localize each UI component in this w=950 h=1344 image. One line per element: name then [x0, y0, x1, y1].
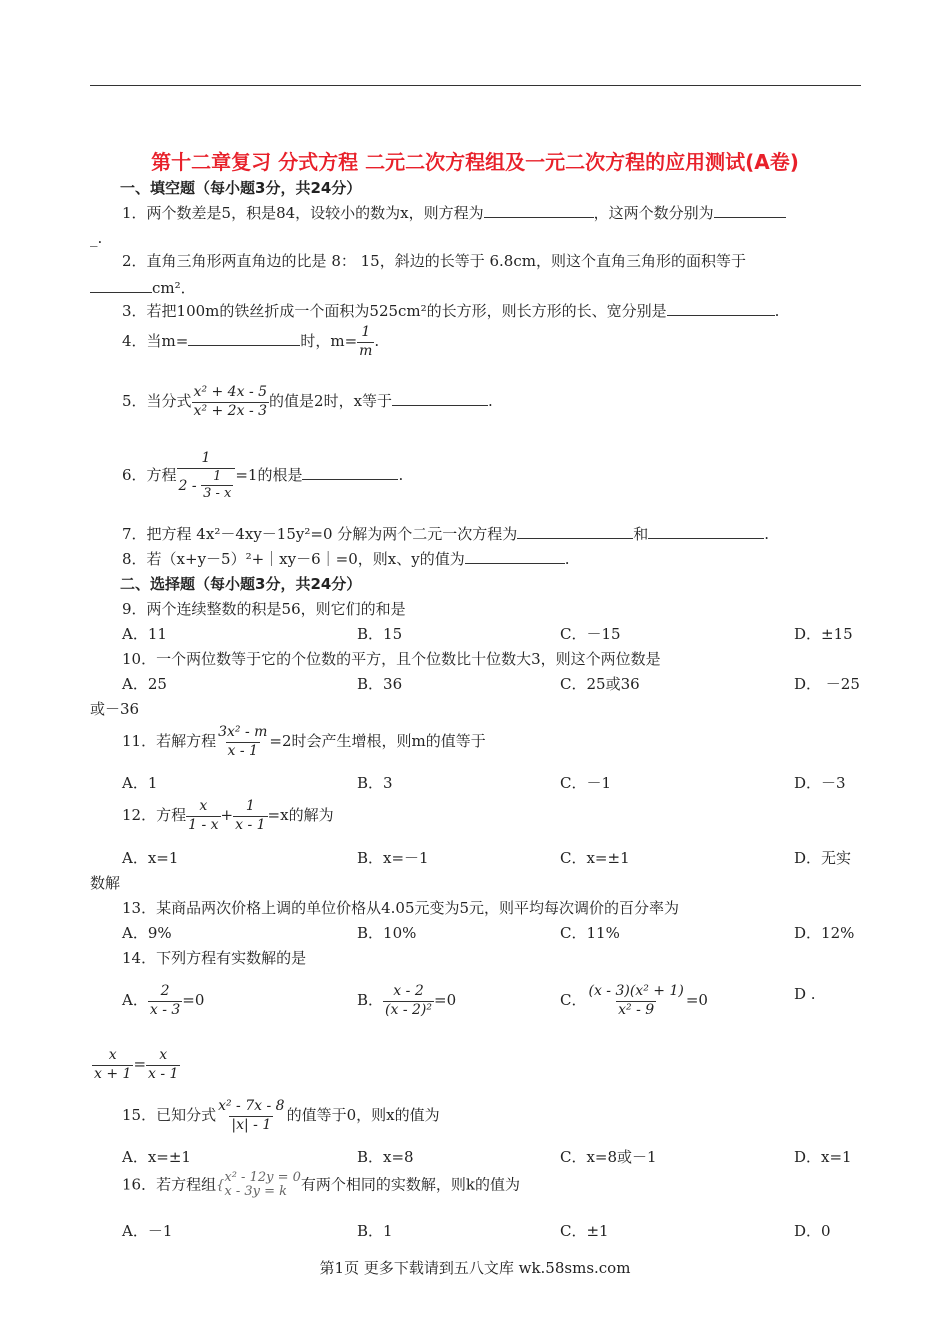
question-12-continued: 数解 — [90, 874, 121, 892]
option-b[interactable]: B．36 — [357, 675, 403, 693]
fraction: $\frac{x}{1 - x}$ — [188, 798, 219, 833]
question-14: 14．下列方程有实数解的是 — [122, 949, 307, 967]
option-b[interactable]: B．1 — [357, 1222, 393, 1240]
option-c[interactable]: C．25或36 — [560, 675, 640, 693]
option-a[interactable]: A．－1 — [122, 1222, 173, 1240]
option-d[interactable]: D．12% — [794, 924, 855, 942]
answer-blank[interactable] — [714, 203, 786, 218]
fraction: $\frac{1}{m}$ — [359, 324, 373, 359]
option-a[interactable]: A． $\frac{2}{x - 3}$ =0 — [122, 983, 205, 1018]
answer-blank[interactable] — [667, 301, 775, 316]
option-d[interactable]: D . — [794, 985, 816, 1003]
option-a[interactable]: A．1 — [122, 774, 158, 792]
question-12: 12．方程 $\frac{x}{1 - x}$ + $\frac{1}{x - 1}$ =x的解为 — [122, 798, 334, 833]
answer-blank[interactable] — [484, 203, 594, 218]
fraction: $\frac{1}{x - 1}$ — [235, 798, 266, 833]
option-d[interactable]: D．x=1 — [794, 1148, 852, 1166]
option-b[interactable]: B．x=－1 — [357, 849, 429, 867]
option-a[interactable]: A．9% — [122, 924, 172, 942]
answer-blank[interactable] — [648, 524, 764, 539]
answer-blank[interactable] — [465, 549, 565, 564]
question-1: 1．两个数差是5，积是84，设较小的数为x，则方程为 ，这两个数分别为 — [122, 202, 786, 223]
answer-blank[interactable] — [392, 391, 488, 406]
page-footer: 第1页 更多下载请到五八文库 wk.58sms.com — [319, 1259, 631, 1277]
question-1-continued: _. — [90, 229, 103, 247]
question-6: 6．方程 1 2 - $\frac{1}{3 - x}$ =1的根是 . — [122, 450, 404, 501]
option-b[interactable]: B．15 — [357, 625, 403, 643]
question-9: 9．两个连续整数的积是56，则它们的和是 — [122, 600, 406, 618]
answer-blank[interactable] — [517, 524, 633, 539]
option-d[interactable]: D．无实 — [794, 849, 852, 867]
question-16: 16．若方程组{ x² - 12y = 0 x - 3y = k 有两个相同的实数解，则k的值为 — [122, 1170, 520, 1200]
question-3: 3．若把100m的铁丝折成一个面积为525cm²的长方形，则长方形的长、宽分别是 . — [122, 302, 780, 320]
option-d[interactable]: D．±15 — [794, 625, 853, 643]
fraction: $\frac{x}{x + 1}$ — [94, 1047, 132, 1082]
question-5: 5．当分式 $\frac{\text{x² + 4x - 5}}{\text{x² + 2x - 3}}$ 的值是2时，x等于 . — [122, 384, 493, 419]
answer-blank[interactable] — [90, 278, 152, 293]
option-d[interactable]: D．0 — [794, 1222, 831, 1240]
answer-blank[interactable] — [188, 331, 300, 346]
option-d-equation: $\frac{x}{x + 1}$ = $\frac{x}{x - 1}$ — [94, 1047, 179, 1082]
fraction: $\frac{x - 2}{\text{(x - 2)²}}$ — [385, 983, 433, 1018]
option-c[interactable]: C．x=±1 — [560, 849, 630, 867]
fraction: $\frac{\text{3x² - m}}{x - 1}$ — [218, 724, 268, 759]
option-c[interactable]: C．x=8或－1 — [560, 1148, 657, 1166]
question-10-continued: 或－36 — [90, 700, 140, 718]
option-c[interactable]: C．11% — [560, 924, 620, 942]
option-b[interactable]: B．x=8 — [357, 1148, 414, 1166]
option-b[interactable]: B． $\frac{x - 2}{\text{(x - 2)²}}$ =0 — [357, 983, 457, 1018]
section-fill-in-heading: 一、填空题（每小题3分，共24分） — [120, 179, 362, 197]
option-b[interactable]: B．3 — [357, 774, 393, 792]
header-rule — [90, 85, 861, 86]
question-15: 15．已知分式 $\frac{\text{x² - 7x - 8}}{|x| - 1}$ 的值等于0，则x的值为 — [122, 1098, 440, 1133]
page-title: 第十二章复习 分式方程 二元二次方程组及一元二次方程的应用测试(A卷) — [151, 150, 799, 174]
option-a[interactable]: A．11 — [122, 625, 167, 643]
fraction: $\frac{2}{x - 3}$ — [149, 983, 181, 1018]
complex-fraction: 1 2 - $\frac{1}{3 - x}$ — [177, 450, 236, 502]
answer-blank[interactable] — [302, 465, 398, 480]
option-d[interactable]: D．－3 — [794, 774, 846, 792]
option-c[interactable]: C．－15 — [560, 625, 621, 643]
option-c[interactable]: C．±1 — [560, 1222, 609, 1240]
option-c[interactable]: C． $\frac{\text{(x - 3)(x² + 1)}}{\text{x² - 9}}$ =0 — [560, 983, 708, 1018]
fraction: $\frac{\text{x² - 7x - 8}}{|x| - 1}$ — [218, 1098, 285, 1133]
question-8: 8．若（x+y－5）²+｜xy－6｜=0，则x、y的值为 . — [122, 550, 570, 568]
section-choice-heading: 二、选择题（每小题3分，共24分） — [120, 575, 362, 593]
option-d[interactable]: D． －25 — [794, 675, 860, 693]
question-7: 7．把方程 4x²－4xy－15y²=0 分解为两个二元一次方程为 和 . — [122, 525, 770, 543]
question-11: 11．若解方程 $\frac{\text{3x² - m}}{x - 1}$ =2时会产生增根，则m的值等于 — [122, 724, 486, 759]
fraction: $\frac{\text{(x - 3)(x² + 1)}}{\text{x² - 9}}$ — [588, 983, 684, 1018]
fraction: $\frac{x}{x - 1}$ — [148, 1047, 179, 1082]
question-2: 2．直角三角形两直角边的比是 8： 15，斜边的长等于 6.8cm，则这个直角三角形的面积等于 — [122, 252, 746, 270]
question-4: 4．当m= 时，m= $\frac{1}{m}$ . — [122, 324, 380, 359]
option-c[interactable]: C．－1 — [560, 774, 612, 792]
option-a[interactable]: A．25 — [122, 675, 167, 693]
question-2-continued: cm²． — [90, 277, 196, 298]
fraction: $\frac{\text{x² + 4x - 5}}{\text{x² + 2x - 3}}$ — [193, 384, 268, 419]
question-10: 10．一个两位数等于它的个位数的平方，且个位数比十位数大3，则这个两位数是 — [122, 650, 661, 668]
question-13: 13．某商品两次价格上调的单位价格从4.05元变为5元，则平均每次调价的百分率为 — [122, 899, 680, 917]
equation-system: { x² - 12y = 0 x - 3y = k — [216, 1170, 301, 1200]
option-a[interactable]: A．x=1 — [122, 849, 179, 867]
option-b[interactable]: B．10% — [357, 924, 417, 942]
option-a[interactable]: A．x=±1 — [122, 1148, 191, 1166]
